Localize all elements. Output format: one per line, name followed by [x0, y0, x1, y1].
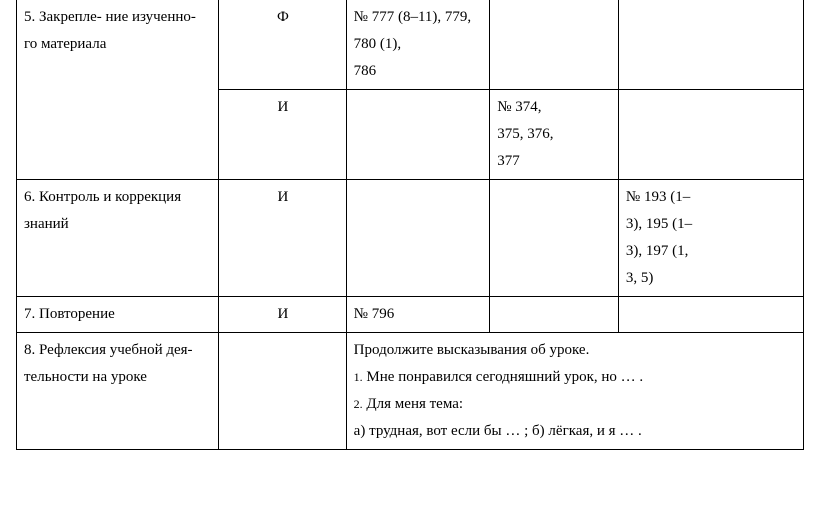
reflection-intro: Продолжите высказывания об уроке. — [353, 342, 590, 358]
empty-cell — [490, 0, 619, 90]
item-number: 1. — [353, 370, 363, 384]
tasks-cell — [490, 90, 619, 180]
task-text: 3), 197 (1, — [625, 243, 689, 259]
empty-cell — [618, 90, 803, 180]
task-text: № 374, — [497, 99, 542, 115]
form-cell — [219, 297, 347, 333]
item-text: Для меня тема: — [366, 396, 464, 412]
form-cell — [219, 0, 347, 90]
task-text: 375, 376, — [497, 126, 554, 142]
table-row — [17, 180, 804, 297]
empty-cell — [346, 90, 490, 180]
reflection-item — [354, 391, 797, 418]
form-label: И — [277, 306, 289, 322]
empty-cell — [490, 297, 619, 333]
form-label: И — [277, 99, 289, 115]
form-cell — [219, 180, 347, 297]
task-text: 780 (1), — [353, 36, 402, 52]
stage-cell — [17, 180, 219, 297]
reflection-options: а) трудная, вот если бы … ; б) лёгкая, и я … . — [353, 423, 642, 439]
item-number: 2. — [353, 397, 363, 411]
table-row — [17, 297, 804, 333]
task-text: 3), 195 (1– — [625, 216, 693, 232]
lesson-plan-table — [16, 0, 804, 450]
tasks-cell — [346, 0, 490, 90]
table-row — [17, 0, 804, 90]
tasks-cell — [618, 180, 803, 297]
stage-text: 7. Повторение — [24, 306, 115, 322]
task-text: 377 — [497, 153, 520, 169]
tasks-cell — [346, 297, 490, 333]
form-cell — [219, 90, 347, 180]
form-label: Ф — [276, 9, 289, 25]
task-text: № 796 — [353, 306, 395, 322]
empty-cell — [346, 180, 490, 297]
reflection-cell — [346, 333, 803, 450]
stage-text: 5. Закрепле- ние изученно- — [24, 9, 196, 25]
reflection-item — [354, 364, 797, 391]
stage-text: 6. Контроль и коррекция — [24, 189, 182, 205]
stage-text: 8. Рефлексия учебной дея- — [24, 342, 193, 358]
stage-text: знаний — [24, 216, 69, 232]
stage-text: тельности на уроке — [24, 369, 147, 385]
form-label: И — [277, 189, 289, 205]
stage-cell — [17, 333, 219, 450]
empty-cell — [618, 0, 803, 90]
empty-cell — [618, 297, 803, 333]
task-text: № 193 (1– — [625, 189, 691, 205]
empty-cell — [219, 333, 347, 450]
task-text: 786 — [353, 63, 377, 79]
stage-cell — [17, 0, 219, 180]
task-text: № 777 (8–11), 779, — [353, 9, 472, 25]
table-row — [17, 333, 804, 450]
empty-cell — [490, 180, 619, 297]
stage-text: го материала — [24, 36, 107, 52]
stage-cell — [17, 297, 219, 333]
item-text: Мне понравился сегодняшний урок, но … . — [366, 369, 644, 385]
task-text: 3, 5) — [625, 270, 654, 286]
